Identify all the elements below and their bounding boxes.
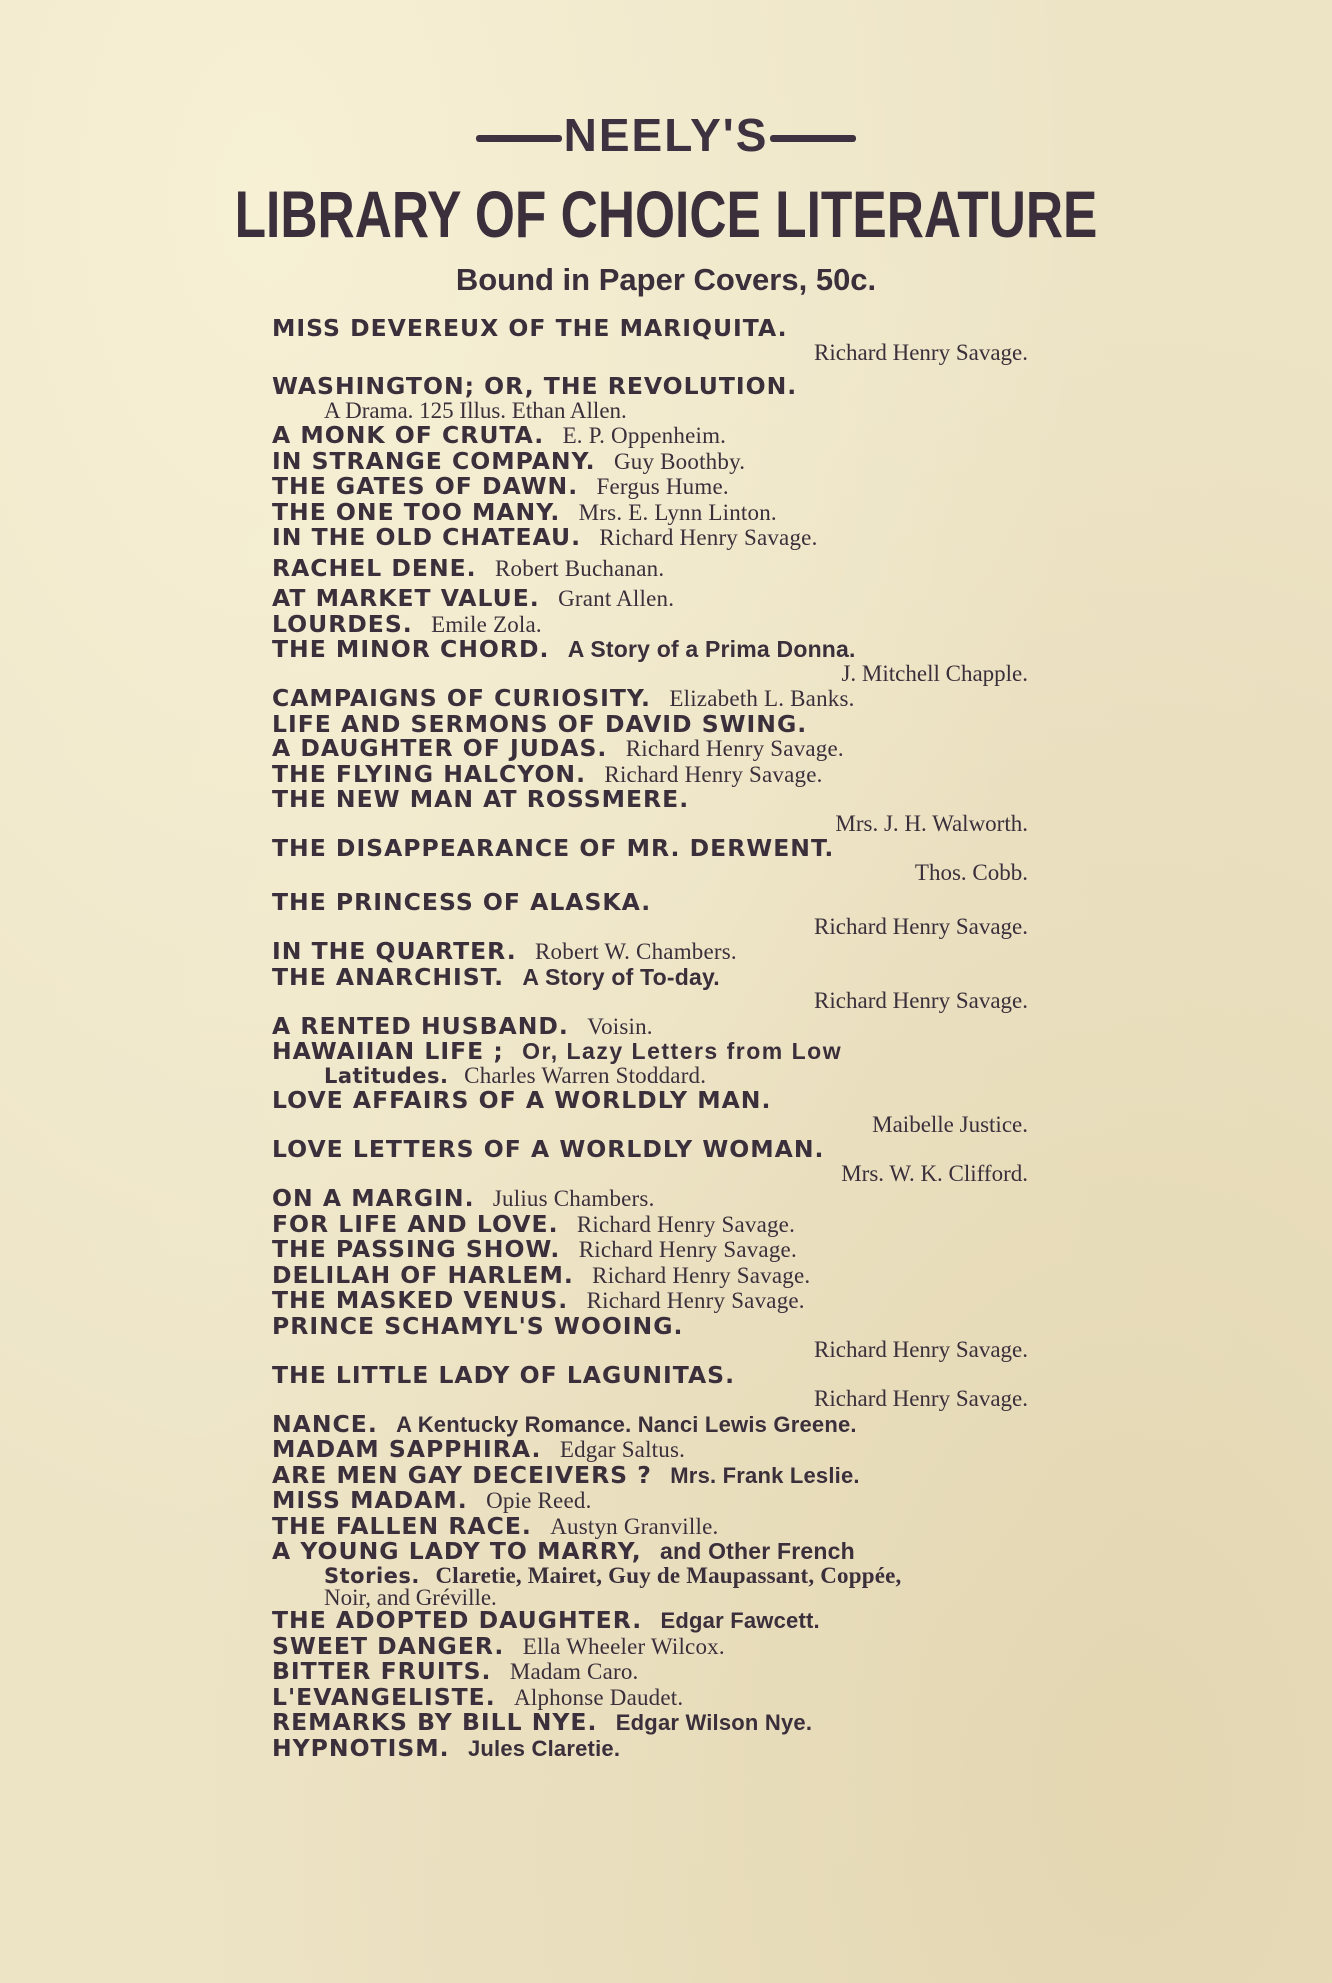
book-author: Opie Reed.	[486, 1488, 592, 1513]
book-author: Elizabeth L. Banks.	[669, 686, 855, 711]
list-item	[272, 1137, 1032, 1162]
page-subtitle: Bound in Paper Covers, 50c.	[455, 262, 877, 297]
book-author: J. Mitchell Chapple.	[841, 660, 1028, 686]
book-title: THE NEW MAN AT ROSSMERE.	[272, 785, 690, 813]
book-subtitle-and-author: A Kentucky Romance. Nanci Lewis Greene.	[396, 1411, 857, 1437]
book-author: Austyn Granville.	[550, 1513, 719, 1539]
book-title: MISS MADAM.	[272, 1486, 468, 1514]
list-item	[272, 1409, 1032, 1438]
list-item	[272, 1088, 1032, 1113]
list-item	[272, 553, 1032, 582]
book-title: THE ONE TOO MANY.	[272, 497, 561, 526]
list-item	[272, 423, 1032, 449]
book-author: Charles Warren Stoddard.	[464, 1062, 707, 1088]
list-item	[272, 736, 1032, 762]
book-author: Fergus Hume.	[596, 474, 729, 499]
book-subtitle: and Other French	[660, 1538, 855, 1564]
list-item	[272, 1608, 1032, 1634]
book-author: Richard Henry Savage.	[578, 1237, 797, 1262]
list-item	[272, 474, 1032, 500]
book-title: A RENTED HUSBAND.	[272, 1011, 569, 1040]
book-author: Richard Henry Savage.	[625, 736, 844, 761]
book-author: Richard Henry Savage.	[586, 1288, 805, 1313]
book-title: IN THE OLD CHATEAU.	[272, 523, 581, 551]
list-item	[272, 525, 1032, 551]
book-author: Edgar Saltus.	[559, 1437, 686, 1462]
book-author: Voisin.	[587, 1013, 653, 1039]
list-item	[272, 1360, 1032, 1389]
book-author: Edgar Fawcett.	[660, 1608, 820, 1633]
book-title: LOVE AFFAIRS OF A WORLDLY MAN.	[272, 1086, 772, 1114]
book-title: THE FALLEN RACE.	[272, 1511, 532, 1540]
list-item	[272, 1539, 1032, 1564]
book-author: Grant Allen.	[558, 586, 675, 611]
list-item	[272, 637, 1032, 662]
book-title: THE ADOPTED DAUGHTER.	[272, 1606, 643, 1634]
book-title: MADAM SAPPHIRA.	[272, 1435, 542, 1463]
book-author: Mrs. J. H. Walworth.	[835, 810, 1028, 836]
list-item	[272, 962, 1032, 991]
book-title: RACHEL DENE.	[272, 553, 477, 582]
book-title: REMARKS BY BILL NYE.	[272, 1708, 598, 1736]
list-item	[272, 1437, 1032, 1463]
list-item	[272, 1011, 1032, 1040]
book-title: HAWAIIAN LIFE ;	[272, 1037, 504, 1065]
book-author: Richard Henry Savage.	[814, 988, 1028, 1013]
book-author: Mrs. W. K. Clifford.	[841, 1160, 1028, 1186]
book-title: THE MINOR CHORD.	[272, 635, 550, 663]
book-title: A DAUGHTER OF JUDAS.	[272, 734, 608, 762]
left-ornament-rule	[476, 135, 562, 142]
book-author: Richard Henry Savage.	[599, 525, 818, 550]
list-item	[272, 1631, 1032, 1660]
list-item	[272, 1260, 1032, 1289]
book-author: Jules Claretie.	[467, 1735, 621, 1761]
book-author: Richard Henry Savage.	[814, 339, 1028, 365]
book-title: THE DISAPPEARANCE OF MR. DERWENT.	[272, 834, 835, 862]
list-item	[272, 939, 1032, 965]
book-author: Richard Henry Savage.	[814, 913, 1028, 939]
list-item	[272, 609, 1032, 638]
list-item	[272, 1237, 1032, 1263]
book-title: THE PRINCESS OF ALASKA.	[272, 888, 652, 916]
list-item	[272, 1186, 1032, 1212]
list-item	[272, 709, 1032, 738]
book-author: Robert W. Chambers.	[535, 939, 737, 964]
book-author: Maibelle Justice.	[872, 1111, 1028, 1137]
list-item	[272, 1460, 1032, 1489]
list-item	[272, 686, 1032, 712]
book-title: PRINCE SCHAMYL'S WOOING.	[272, 1311, 684, 1340]
book-list	[272, 316, 1032, 1761]
book-title: DELILAH OF HARLEM.	[272, 1260, 574, 1289]
list-item	[272, 890, 1032, 915]
list-item	[272, 374, 1032, 399]
publisher-name: NEELY'S	[563, 109, 769, 161]
book-details: A Drama. 125 Illus. Ethan Allen.	[324, 397, 627, 423]
book-title: A YOUNG LADY TO MARRY,	[272, 1537, 642, 1565]
list-item	[272, 586, 1032, 612]
list-item	[272, 1511, 1032, 1540]
book-title: IN STRANGE COMPANY.	[272, 446, 596, 475]
book-subtitle-continued: Stories. Claretie, Mairet, Guy de Maupassant, Coppée,	[324, 1562, 902, 1588]
book-title: THE LITTLE LADY OF LAGUNITAS.	[272, 1360, 736, 1389]
book-subtitle: A Story of To-day.	[522, 963, 720, 990]
book-title: LOVE LETTERS OF A WORLDLY WOMAN.	[272, 1135, 825, 1163]
book-title: MISS DEVEREUX OF THE MARIQUITA.	[272, 314, 788, 342]
list-item	[272, 787, 1032, 812]
book-author: Guy Boothby.	[613, 448, 746, 474]
book-authors-continued: Noir, and Gréville.	[324, 1585, 497, 1610]
book-title: A MONK OF CRUTA.	[272, 421, 545, 449]
book-title: THE PASSING SHOW.	[272, 1235, 561, 1263]
book-title: ARE MEN GAY DECEIVERS ?	[272, 1460, 652, 1489]
book-title: BITTER FRUITS.	[272, 1657, 492, 1685]
book-author: E. P. Oppenheim.	[562, 423, 727, 448]
book-title: L'EVANGELISTE.	[272, 1682, 496, 1711]
list-item	[272, 1288, 1032, 1314]
book-title: THE GATES OF DAWN.	[272, 472, 579, 500]
list-item	[272, 1039, 1032, 1064]
book-author: Mrs. Frank Leslie.	[670, 1462, 860, 1488]
book-author: Richard Henry Savage.	[814, 1386, 1028, 1411]
book-title: ON A MARGIN.	[272, 1184, 475, 1212]
list-item	[272, 1488, 1032, 1514]
book-title: AT MARKET VALUE.	[272, 584, 540, 612]
book-author: Edgar Wilson Nye.	[615, 1710, 813, 1735]
book-author: Madam Caro.	[509, 1659, 639, 1684]
book-title: LIFE AND SERMONS OF DAVID SWING.	[272, 709, 808, 738]
book-author: Richard Henry Savage.	[592, 1262, 811, 1288]
book-title: SWEET DANGER.	[272, 1631, 505, 1660]
book-author: Alphonse Daudet.	[514, 1684, 684, 1710]
right-ornament-rule	[770, 135, 856, 142]
list-item	[272, 1659, 1032, 1685]
book-subtitle-continued: Latitudes. Charles Warren Stoddard.	[324, 1062, 707, 1088]
book-title: WASHINGTON; OR, THE REVOLUTION.	[272, 372, 798, 400]
book-author: Julius Chambers.	[492, 1186, 655, 1211]
book-author: Robert Buchanan.	[495, 555, 665, 581]
list-item	[272, 1733, 1032, 1762]
book-author: Mrs. E. Lynn Linton.	[578, 499, 777, 525]
book-title: IN THE QUARTER.	[272, 937, 517, 965]
book-author: Richard Henry Savage.	[576, 1211, 796, 1237]
book-title: THE ANARCHIST.	[272, 962, 505, 991]
book-subtitle: A Story of a Prima Donna.	[567, 636, 856, 662]
book-author: Thos. Cobb.	[914, 859, 1028, 885]
list-item	[272, 1682, 1032, 1711]
book-author: Ella Wheeler Wilcox.	[522, 1633, 725, 1659]
list-item	[272, 1311, 1032, 1340]
book-title: THE MASKED VENUS.	[272, 1286, 569, 1314]
list-item	[272, 446, 1032, 475]
page-title: LIBRARY OF CHOICE LITERATURE	[234, 177, 1098, 251]
book-title: CAMPAIGNS OF CURIOSITY.	[272, 684, 651, 712]
list-item	[272, 1209, 1032, 1238]
book-title: FOR LIFE AND LOVE.	[272, 1209, 559, 1238]
publisher-heading	[0, 108, 1332, 162]
book-author: Richard Henry Savage.	[604, 761, 823, 787]
book-title: THE FLYING HALCYON.	[272, 759, 587, 788]
book-authors: Claretie, Mairet, Guy de Maupassant, Coppée,	[435, 1562, 902, 1588]
book-title: HYPNOTISM.	[272, 1733, 450, 1762]
list-item	[272, 836, 1032, 861]
list-item	[272, 1710, 1032, 1736]
list-item	[272, 759, 1032, 788]
book-title: NANCE.	[272, 1409, 378, 1438]
book-title: LOURDES.	[272, 609, 413, 638]
list-item	[272, 497, 1032, 526]
book-subtitle: Or, Lazy Letters from Low	[522, 1038, 843, 1064]
book-author: Emile Zola.	[431, 611, 542, 637]
list-item	[272, 316, 1032, 341]
book-author: Richard Henry Savage.	[814, 1337, 1028, 1362]
